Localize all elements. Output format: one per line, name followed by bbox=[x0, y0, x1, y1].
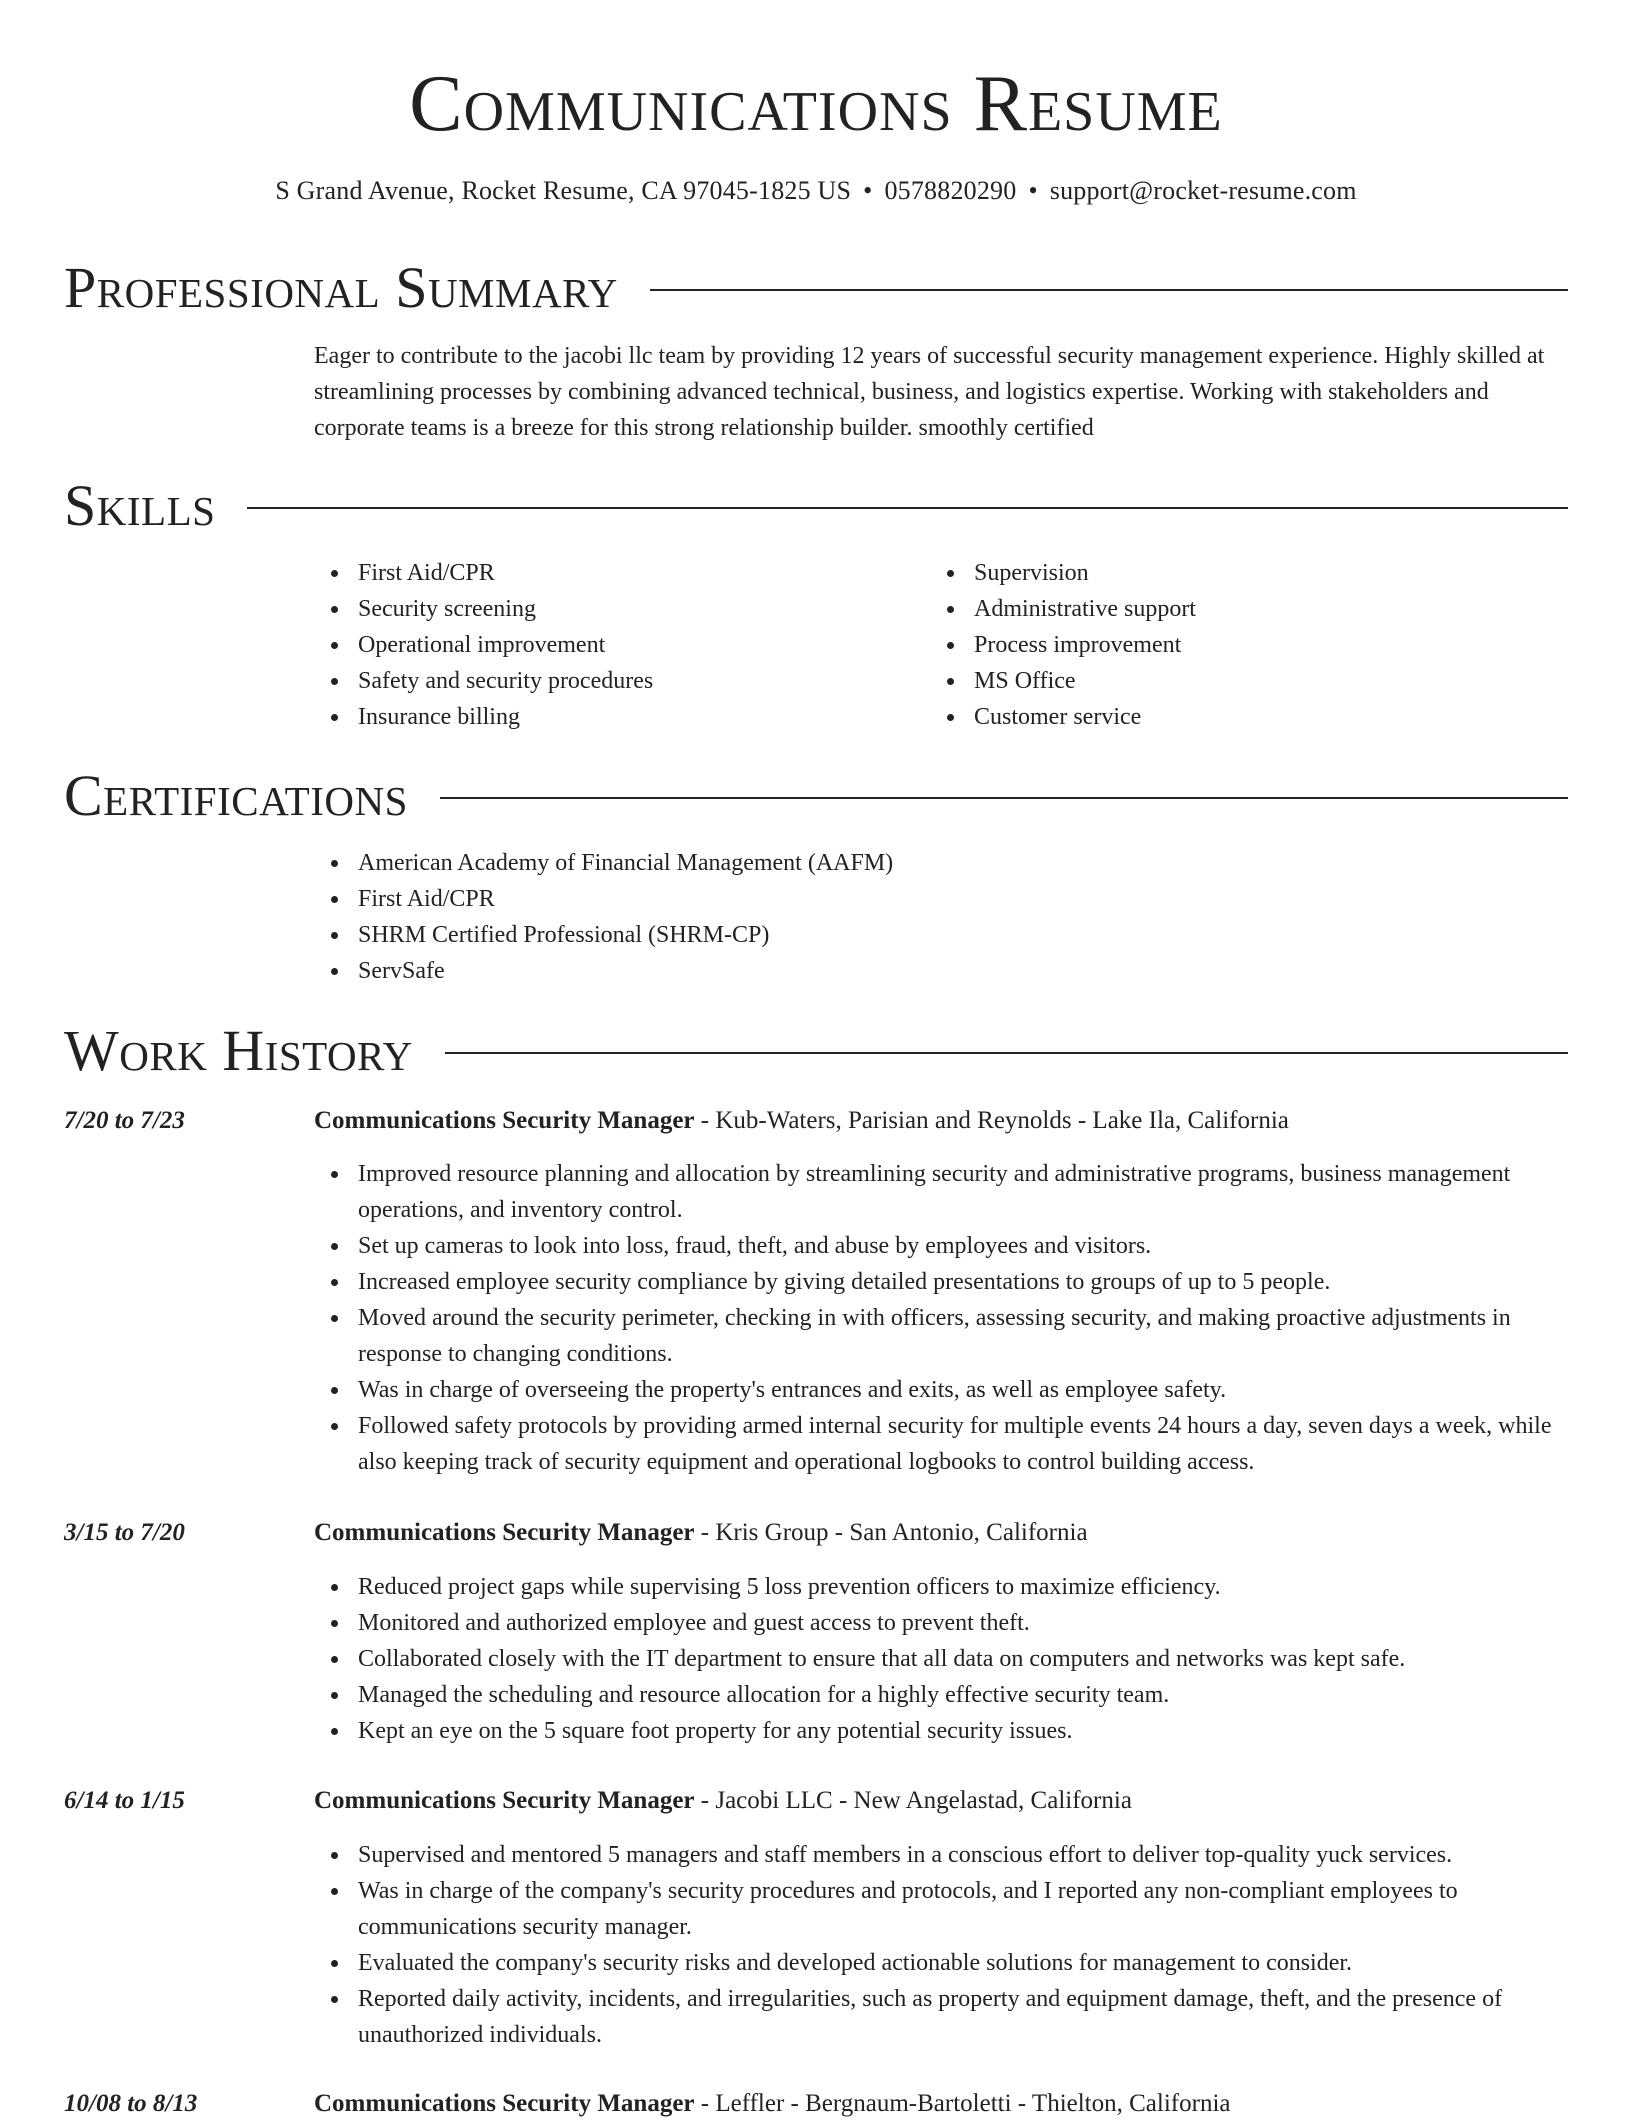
job-bullets bbox=[314, 1837, 1568, 2053]
job-bullet: Managed the scheduling and resource allocation for a highly effective security team. bbox=[358, 1677, 1568, 1713]
skill-item: Security screening bbox=[358, 591, 914, 627]
contact-email[interactable]: support@rocket-resume.com bbox=[1049, 176, 1357, 205]
certifications-list bbox=[314, 845, 1568, 989]
certification-item: First Aid/CPR bbox=[358, 881, 1568, 917]
job-role: Communications Security Manager bbox=[314, 1787, 695, 1814]
summary-section-header bbox=[64, 256, 1568, 320]
job-title bbox=[314, 2086, 1568, 2122]
skill-item: Customer service bbox=[974, 699, 1530, 735]
section-divider bbox=[650, 289, 1568, 291]
job-employer-location: - Kub-Waters, Parisian and Reynolds - Lake Ila, California bbox=[694, 1107, 1289, 1134]
skill-item: Operational improvement bbox=[358, 627, 914, 663]
certification-item: American Academy of Financial Management (AAFM) bbox=[358, 845, 1568, 881]
job-bullet: Reported daily activity, incidents, and irregularities, such as property and equipment damage, theft, and the presence of unauthorized individuals. bbox=[358, 1981, 1568, 2053]
job-bullet: Improved resource planning and allocation by streamlining security and administrative programs, business management operations, and inventory control. bbox=[358, 1156, 1568, 1228]
job-bullet: Was in charge of the company's security procedures and protocols, and I reported any non-compliant employees to communications security manager. bbox=[358, 1873, 1568, 1945]
job-bullets bbox=[314, 1569, 1568, 1749]
job-title bbox=[314, 1103, 1568, 1139]
job-bullet: Collaborated closely with the IT department to ensure that all data on computers and networks was kept safe. bbox=[358, 1641, 1568, 1677]
skills-column-left bbox=[314, 555, 914, 735]
job-bullet: Set up cameras to look into loss, fraud, theft, and abuse by employees and visitors. bbox=[358, 1228, 1568, 1264]
certifications-heading: Certifications bbox=[64, 763, 408, 828]
certification-item: SHRM Certified Professional (SHRM-CP) bbox=[358, 917, 1568, 953]
skill-item: Process improvement bbox=[974, 627, 1530, 663]
job-bullet: Evaluated the company's security risks and developed actionable solutions for management to consider. bbox=[358, 1945, 1568, 1981]
job-bullet: Supervised and mentored 5 managers and staff members in a conscious effort to deliver top-quality yuck services. bbox=[358, 1837, 1568, 1873]
summary-text: Eager to contribute to the jacobi llc team by providing 12 years of successful security management experience. Highly skilled at streamlining processes by combining advanced technical, business, and logistics expertise. Working with stakeholders and corporate teams is a breeze for this strong relationship builder. smoothly certified bbox=[314, 343, 1545, 441]
job-title bbox=[314, 1783, 1568, 1819]
skill-item: Administrative support bbox=[974, 591, 1530, 627]
section-divider bbox=[247, 507, 1568, 509]
job-date: 10/08 to 8/13 bbox=[64, 2090, 198, 2117]
work-history-section-header bbox=[64, 1019, 1568, 1083]
skills-section-header bbox=[64, 474, 1568, 538]
job-bullets bbox=[314, 1156, 1568, 1480]
contact-line bbox=[0, 174, 1632, 208]
job-date: 3/15 to 7/20 bbox=[64, 1519, 185, 1546]
job-employer-location: - Kris Group - San Antonio, California bbox=[694, 1519, 1088, 1546]
job-bullet: Increased employee security compliance by giving detailed presentations to groups of up to 5 people. bbox=[358, 1264, 1568, 1300]
job-bullet: Followed safety protocols by providing armed internal security for multiple events 24 hours a day, seven days a week, while also keeping track of security equipment and operational logbooks to control building access. bbox=[358, 1408, 1568, 1480]
job-role: Communications Security Manager bbox=[314, 1107, 695, 1134]
summary-heading: Professional Summary bbox=[64, 255, 618, 320]
certifications-section-header bbox=[64, 764, 1568, 828]
skills-list bbox=[314, 555, 1568, 735]
skill-item: Safety and security procedures bbox=[358, 663, 914, 699]
job-employer-location: - Jacobi LLC - New Angelastad, California bbox=[694, 1787, 1132, 1814]
job-date: 6/14 to 1/15 bbox=[64, 1787, 185, 1814]
job-bullet: Moved around the security perimeter, checking in with officers, assessing security, and making proactive adjustments in response to changing conditions. bbox=[358, 1300, 1568, 1372]
job-date: 7/20 to 7/23 bbox=[64, 1107, 185, 1134]
contact-separator: • bbox=[1028, 176, 1038, 205]
certification-item: ServSafe bbox=[358, 953, 1568, 989]
section-divider bbox=[440, 797, 1568, 799]
job-role: Communications Security Manager bbox=[314, 1519, 695, 1546]
job-bullet: Monitored and authorized employee and guest access to prevent theft. bbox=[358, 1605, 1568, 1641]
skill-item: Insurance billing bbox=[358, 699, 914, 735]
job-bullet: Reduced project gaps while supervising 5 loss prevention officers to maximize efficiency. bbox=[358, 1569, 1568, 1605]
contact-address: S Grand Avenue, Rocket Resume, CA 97045-1825 US bbox=[275, 176, 852, 205]
contact-separator: • bbox=[863, 176, 873, 205]
job-title bbox=[314, 1515, 1568, 1551]
job-bullet: Kept an eye on the 5 square foot property for any potential security issues. bbox=[358, 1713, 1568, 1749]
skill-item: Supervision bbox=[974, 555, 1530, 591]
resume-name: Communications Resume bbox=[409, 60, 1223, 148]
job-role: Communications Security Manager bbox=[314, 2090, 695, 2117]
job-bullet: Was in charge of overseeing the property's entrances and exits, as well as employee safety. bbox=[358, 1372, 1568, 1408]
job-employer-location: - Leffler - Bergnaum-Bartoletti - Thielton, California bbox=[694, 2090, 1231, 2117]
skills-column-right bbox=[930, 555, 1530, 735]
skill-item: MS Office bbox=[974, 663, 1530, 699]
contact-phone[interactable]: 0578820290 bbox=[884, 176, 1017, 205]
skills-heading: Skills bbox=[64, 473, 216, 538]
work-history-heading: Work History bbox=[64, 1018, 413, 1083]
section-divider bbox=[445, 1052, 1568, 1054]
skill-item: First Aid/CPR bbox=[358, 555, 914, 591]
